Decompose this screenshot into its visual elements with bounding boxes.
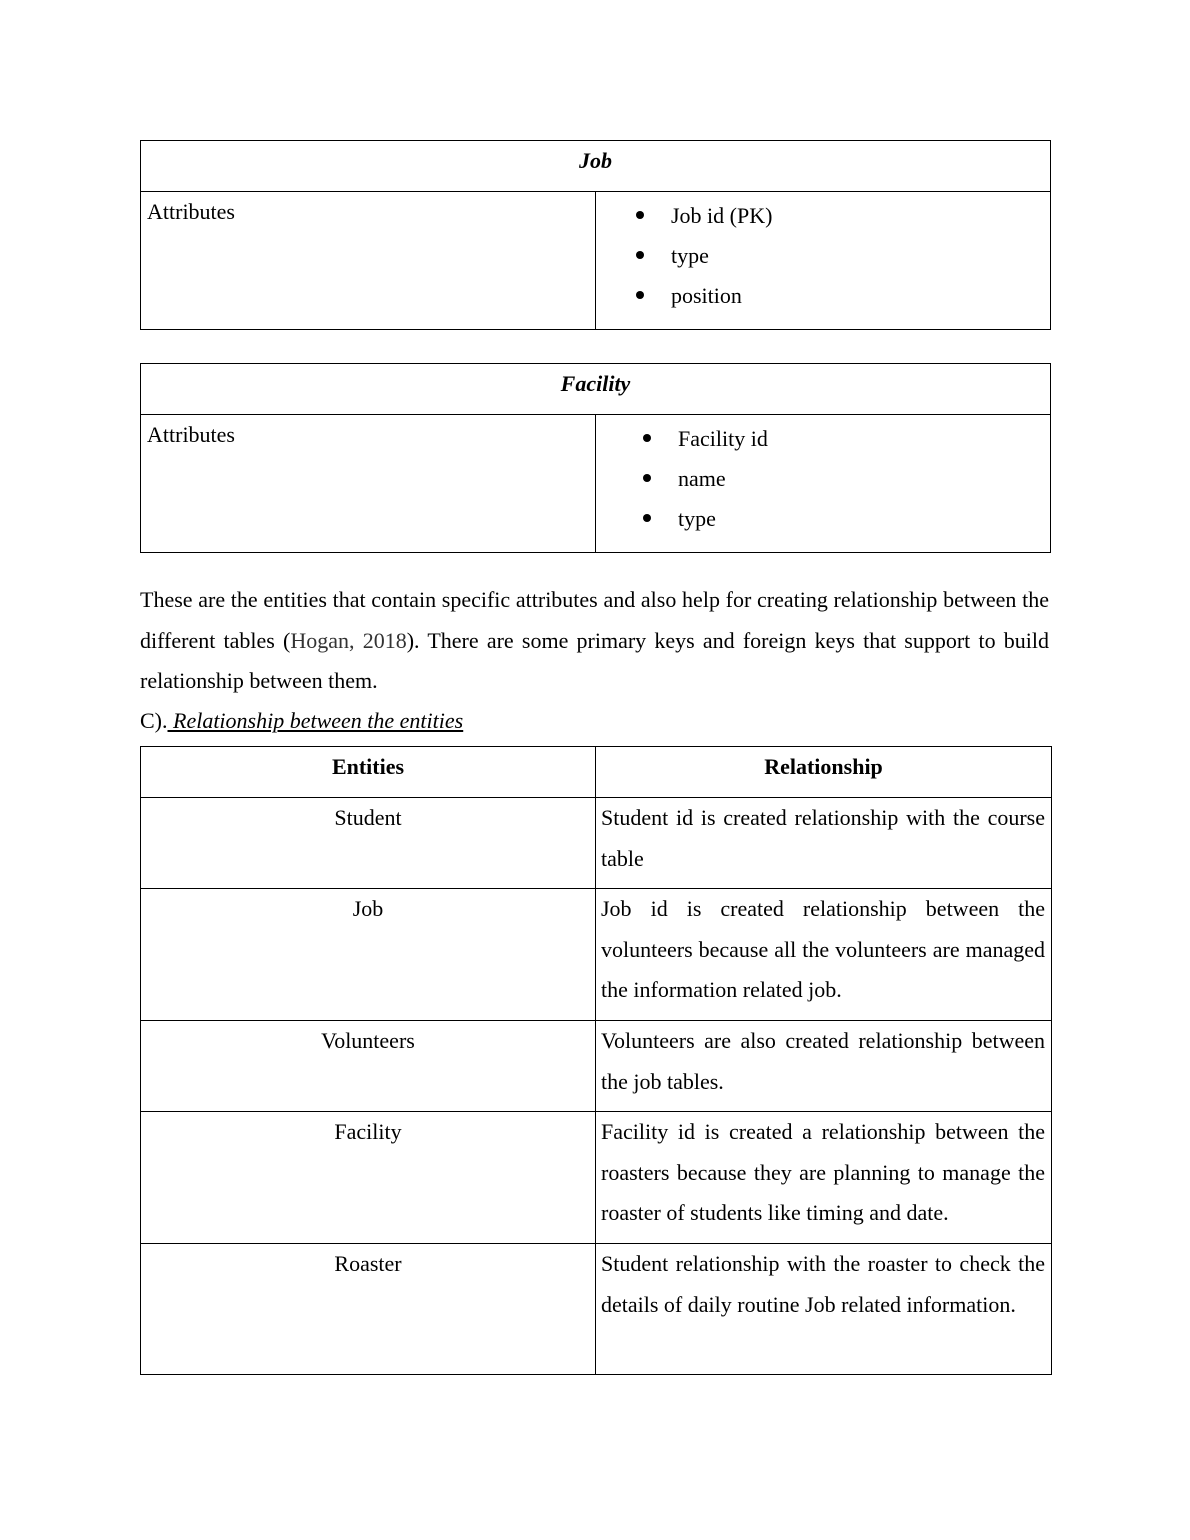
bullet-icon (636, 291, 644, 299)
job-attributes-label: Attributes (141, 192, 596, 330)
list-item: type (596, 236, 1050, 276)
relationship-cell: Student relationship with the roaster to check the details of daily routine Job related information. (596, 1244, 1052, 1375)
list-item: position (596, 276, 1050, 316)
section-heading (140, 702, 463, 740)
bullet-icon (636, 211, 644, 219)
job-table-title: Job (141, 141, 1051, 192)
bullet-icon (643, 434, 651, 442)
facility-attributes-label: Attributes (141, 415, 596, 553)
table-row (141, 1021, 1052, 1112)
table-header-row (141, 747, 1052, 798)
facility-entity-table (140, 363, 1051, 553)
facility-table-title: Facility (141, 364, 1051, 415)
entity-cell: Roaster (141, 1244, 596, 1375)
entity-cell: Job (141, 889, 596, 1021)
table-row (141, 1112, 1052, 1244)
entities-column-header: Entities (141, 747, 596, 798)
entity-cell: Student (141, 798, 596, 889)
table-row (141, 889, 1052, 1021)
facility-attributes-cell (596, 415, 1051, 553)
relationship-cell: Facility id is created a relationship between the roasters because they are planning to manage the roaster of students like timing and date. (596, 1112, 1052, 1244)
body-paragraph: These are the entities that contain specific attributes and also help for creating relationship between the different tables (Hogan, 2018). There are some primary keys and foreign keys that support to build relationship between them. (140, 587, 1050, 693)
table-row (141, 1244, 1052, 1375)
bullet-icon (643, 514, 651, 522)
relationship-column-header: Relationship (596, 747, 1052, 798)
list-item: Facility id (596, 419, 1050, 459)
job-entity-table (140, 140, 1051, 330)
list-item: Job id (PK) (596, 196, 1050, 236)
relationship-cell: Student id is created relationship with the course table (596, 798, 1052, 889)
citation-link[interactable]: Hogan, 2018 (290, 627, 407, 653)
section-title: Relationship between the entities (173, 708, 464, 733)
table-row (141, 798, 1052, 889)
bullet-icon (643, 474, 651, 482)
list-item: name (596, 459, 1050, 499)
relationship-cell: Volunteers are also created relationship between the job tables. (596, 1021, 1052, 1112)
facility-attributes-list (596, 415, 1050, 552)
job-attributes-list (596, 192, 1050, 329)
entity-cell: Volunteers (141, 1021, 596, 1112)
entity-cell: Facility (141, 1112, 596, 1244)
relationship-table (140, 746, 1052, 1375)
relationship-cell: Job id is created relationship between the volunteers because all the volunteers are managed the information related job. (596, 889, 1052, 1021)
job-attributes-cell (596, 192, 1051, 330)
list-item: type (596, 499, 1050, 539)
section-prefix: C). (140, 708, 168, 733)
bullet-icon (636, 251, 644, 259)
